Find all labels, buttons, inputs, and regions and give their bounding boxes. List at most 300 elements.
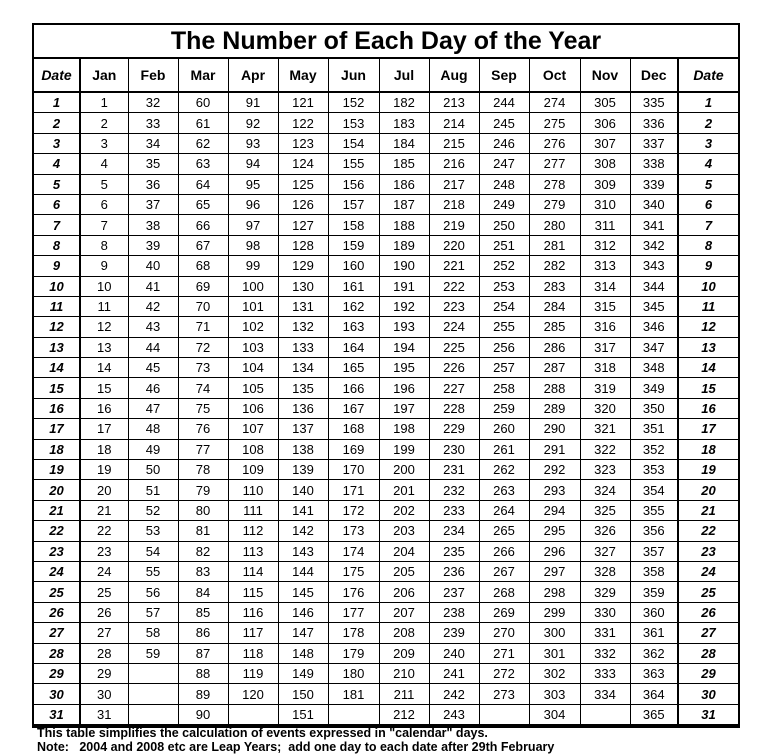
day-number-cell: 248 <box>479 174 529 194</box>
day-number-cell: 78 <box>178 460 228 480</box>
day-number-cell: 20 <box>80 480 128 500</box>
day-number-cell: 340 <box>630 194 678 214</box>
day-number-cell: 285 <box>529 317 580 337</box>
date-cell: 1 <box>678 92 738 113</box>
day-number-cell: 66 <box>178 215 228 235</box>
day-number-cell: 193 <box>379 317 429 337</box>
day-number-cell: 19 <box>80 460 128 480</box>
day-number-cell: 352 <box>630 439 678 459</box>
day-number-cell: 54 <box>128 541 178 561</box>
day-number-cell: 339 <box>630 174 678 194</box>
day-number-cell: 37 <box>128 194 178 214</box>
table-row <box>34 358 738 378</box>
day-number-cell: 47 <box>128 398 178 418</box>
day-number-cell: 121 <box>278 92 328 113</box>
day-number-cell: 238 <box>429 602 479 622</box>
day-number-cell: 9 <box>80 256 128 276</box>
day-number-cell: 157 <box>328 194 379 214</box>
day-number-cell: 294 <box>529 500 580 520</box>
day-number-cell: 343 <box>630 256 678 276</box>
day-number-cell: 64 <box>178 174 228 194</box>
day-number-cell: 43 <box>128 317 178 337</box>
date-cell: 19 <box>678 460 738 480</box>
day-number-cell: 283 <box>529 276 580 296</box>
day-number-cell: 96 <box>228 194 278 214</box>
month-column-header: Jun <box>328 59 379 92</box>
day-number-cell: 139 <box>278 460 328 480</box>
day-number-cell: 100 <box>228 276 278 296</box>
day-number-cell: 253 <box>479 276 529 296</box>
day-number-cell: 60 <box>178 92 228 113</box>
day-number-cell: 218 <box>429 194 479 214</box>
date-cell: 29 <box>34 663 80 683</box>
day-number-cell: 176 <box>328 582 379 602</box>
day-number-cell: 360 <box>630 602 678 622</box>
day-number-cell: 269 <box>479 602 529 622</box>
day-number-cell: 260 <box>479 419 529 439</box>
day-number-cell: 82 <box>178 541 228 561</box>
day-number-cell: 242 <box>429 684 479 704</box>
date-cell: 16 <box>34 398 80 418</box>
day-number-cell: 247 <box>479 154 529 174</box>
day-number-cell: 261 <box>479 439 529 459</box>
date-cell: 27 <box>34 623 80 643</box>
day-number-cell: 361 <box>630 623 678 643</box>
day-number-cell: 236 <box>429 561 479 581</box>
day-number-cell: 112 <box>228 521 278 541</box>
day-number-cell: 62 <box>178 133 228 153</box>
day-number-cell: 137 <box>278 419 328 439</box>
day-number-cell: 278 <box>529 174 580 194</box>
day-number-cell: 36 <box>128 174 178 194</box>
day-number-cell: 224 <box>429 317 479 337</box>
day-number-cell: 234 <box>429 521 479 541</box>
day-number-cell: 46 <box>128 378 178 398</box>
day-number-cell: 81 <box>178 521 228 541</box>
day-number-cell: 50 <box>128 460 178 480</box>
day-number-cell: 334 <box>580 684 630 704</box>
day-number-cell: 185 <box>379 154 429 174</box>
day-number-cell: 267 <box>479 561 529 581</box>
date-cell: 26 <box>34 602 80 622</box>
footnote-line: Note: 2004 and 2008 etc are Leap Years; add one day to each date after 29th February <box>37 740 555 754</box>
day-number-cell: 166 <box>328 378 379 398</box>
day-number-cell: 235 <box>429 541 479 561</box>
day-number-cell: 133 <box>278 337 328 357</box>
day-number-cell: 173 <box>328 521 379 541</box>
table-row <box>34 684 738 704</box>
day-number-cell: 89 <box>178 684 228 704</box>
date-cell: 29 <box>678 663 738 683</box>
day-number-cell: 336 <box>630 113 678 133</box>
date-cell: 16 <box>678 398 738 418</box>
date-cell: 24 <box>34 561 80 581</box>
day-number-cell: 353 <box>630 460 678 480</box>
day-number-cell: 34 <box>128 133 178 153</box>
day-number-cell: 186 <box>379 174 429 194</box>
day-number-cell: 252 <box>479 256 529 276</box>
day-number-cell: 15 <box>80 378 128 398</box>
day-number-cell: 99 <box>228 256 278 276</box>
day-number-cell: 250 <box>479 215 529 235</box>
table-row <box>34 541 738 561</box>
day-number-cell: 58 <box>128 623 178 643</box>
day-number-cell: 356 <box>630 521 678 541</box>
day-number-cell: 310 <box>580 194 630 214</box>
day-number-cell: 324 <box>580 480 630 500</box>
day-number-cell: 243 <box>429 704 479 724</box>
table-row <box>34 296 738 316</box>
day-number-cell: 156 <box>328 174 379 194</box>
day-number-cell <box>128 684 178 704</box>
day-number-cell: 347 <box>630 337 678 357</box>
date-cell: 14 <box>678 358 738 378</box>
day-number-cell: 63 <box>178 154 228 174</box>
day-number-cell: 90 <box>178 704 228 724</box>
day-number-cell: 220 <box>429 235 479 255</box>
day-number-cell: 240 <box>429 643 479 663</box>
day-number-cell: 184 <box>379 133 429 153</box>
table-row <box>34 500 738 520</box>
day-number-cell: 7 <box>80 215 128 235</box>
day-number-cell: 213 <box>429 92 479 113</box>
day-number-cell: 303 <box>529 684 580 704</box>
date-cell: 23 <box>678 541 738 561</box>
day-number-cell: 291 <box>529 439 580 459</box>
date-cell: 8 <box>34 235 80 255</box>
day-number-cell: 28 <box>80 643 128 663</box>
date-cell: 22 <box>34 521 80 541</box>
day-number-cell: 254 <box>479 296 529 316</box>
date-cell: 9 <box>678 256 738 276</box>
day-number-cell: 300 <box>529 623 580 643</box>
table-row <box>34 398 738 418</box>
day-number-cell: 203 <box>379 521 429 541</box>
day-number-cell <box>128 704 178 724</box>
day-number-cell: 314 <box>580 276 630 296</box>
day-number-cell: 311 <box>580 215 630 235</box>
date-column-header: Date <box>34 59 80 92</box>
day-number-cell: 296 <box>529 541 580 561</box>
table-row <box>34 92 738 113</box>
date-cell: 31 <box>678 704 738 724</box>
day-number-cell: 276 <box>529 133 580 153</box>
day-number-cell: 335 <box>630 92 678 113</box>
day-number-cell: 257 <box>479 358 529 378</box>
date-cell: 31 <box>34 704 80 724</box>
date-cell: 10 <box>34 276 80 296</box>
day-number-cell: 258 <box>479 378 529 398</box>
day-number-cell: 1 <box>80 92 128 113</box>
day-number-cell: 101 <box>228 296 278 316</box>
day-number-cell: 84 <box>178 582 228 602</box>
day-number-cell: 53 <box>128 521 178 541</box>
day-number-cell: 325 <box>580 500 630 520</box>
day-number-cell: 104 <box>228 358 278 378</box>
day-number-cell: 22 <box>80 521 128 541</box>
date-cell: 3 <box>678 133 738 153</box>
date-cell: 8 <box>678 235 738 255</box>
day-number-cell: 348 <box>630 358 678 378</box>
day-number-cell: 338 <box>630 154 678 174</box>
day-number-cell: 49 <box>128 439 178 459</box>
day-number-cell: 177 <box>328 602 379 622</box>
table-row <box>34 215 738 235</box>
day-number-cell: 237 <box>429 582 479 602</box>
date-cell: 15 <box>34 378 80 398</box>
day-number-cell: 86 <box>178 623 228 643</box>
footnotes <box>34 725 738 754</box>
date-cell: 18 <box>678 439 738 459</box>
day-number-cell: 56 <box>128 582 178 602</box>
day-number-cell: 172 <box>328 500 379 520</box>
day-number-cell: 79 <box>178 480 228 500</box>
day-number-cell: 35 <box>128 154 178 174</box>
day-number-cell: 299 <box>529 602 580 622</box>
day-number-cell: 219 <box>429 215 479 235</box>
day-number-cell: 23 <box>80 541 128 561</box>
day-number-cell: 256 <box>479 337 529 357</box>
day-number-cell: 345 <box>630 296 678 316</box>
date-cell: 3 <box>34 133 80 153</box>
day-number-cell: 271 <box>479 643 529 663</box>
date-cell: 4 <box>34 154 80 174</box>
date-cell: 22 <box>678 521 738 541</box>
day-number-cell: 21 <box>80 500 128 520</box>
day-number-cell: 363 <box>630 663 678 683</box>
day-number-cell: 293 <box>529 480 580 500</box>
month-column-header: Jan <box>80 59 128 92</box>
day-number-cell: 155 <box>328 154 379 174</box>
day-number-cell: 160 <box>328 256 379 276</box>
day-number-cell: 221 <box>429 256 479 276</box>
date-cell: 21 <box>678 500 738 520</box>
date-cell: 18 <box>34 439 80 459</box>
table-row <box>34 643 738 663</box>
day-number-cell: 282 <box>529 256 580 276</box>
day-number-cell: 211 <box>379 684 429 704</box>
day-number-cell: 223 <box>429 296 479 316</box>
date-cell: 5 <box>678 174 738 194</box>
day-number-cell: 246 <box>479 133 529 153</box>
day-number-cell: 342 <box>630 235 678 255</box>
day-number-cell: 92 <box>228 113 278 133</box>
date-cell: 21 <box>34 500 80 520</box>
day-number-cell: 4 <box>80 154 128 174</box>
day-number-cell: 45 <box>128 358 178 378</box>
date-cell: 5 <box>34 174 80 194</box>
day-number-cell: 117 <box>228 623 278 643</box>
day-number-cell: 181 <box>328 684 379 704</box>
date-cell: 13 <box>678 337 738 357</box>
day-number-cell: 194 <box>379 337 429 357</box>
date-cell: 28 <box>678 643 738 663</box>
day-number-cell: 164 <box>328 337 379 357</box>
date-cell: 15 <box>678 378 738 398</box>
day-number-cell: 322 <box>580 439 630 459</box>
date-cell: 4 <box>678 154 738 174</box>
day-number-cell: 144 <box>278 561 328 581</box>
month-column-header: Apr <box>228 59 278 92</box>
date-cell: 7 <box>678 215 738 235</box>
day-number-cell: 33 <box>128 113 178 133</box>
day-number-cell: 333 <box>580 663 630 683</box>
day-number-cell: 25 <box>80 582 128 602</box>
day-number-cell: 241 <box>429 663 479 683</box>
day-number-cell: 3 <box>80 133 128 153</box>
day-number-cell: 39 <box>128 235 178 255</box>
day-number-cell: 72 <box>178 337 228 357</box>
day-number-cell: 13 <box>80 337 128 357</box>
month-column-header: Oct <box>529 59 580 92</box>
day-number-cell: 195 <box>379 358 429 378</box>
day-number-cell: 55 <box>128 561 178 581</box>
day-number-cell: 301 <box>529 643 580 663</box>
day-number-cell: 231 <box>429 460 479 480</box>
day-number-cell: 329 <box>580 582 630 602</box>
day-number-cell: 201 <box>379 480 429 500</box>
table-row <box>34 460 738 480</box>
day-number-cell: 110 <box>228 480 278 500</box>
day-number-cell: 251 <box>479 235 529 255</box>
day-number-cell: 309 <box>580 174 630 194</box>
day-number-cell: 280 <box>529 215 580 235</box>
day-number-cell: 229 <box>429 419 479 439</box>
day-number-cell: 292 <box>529 460 580 480</box>
day-number-cell: 230 <box>429 439 479 459</box>
date-cell: 2 <box>34 113 80 133</box>
date-cell: 13 <box>34 337 80 357</box>
day-number-cell: 364 <box>630 684 678 704</box>
day-number-cell: 187 <box>379 194 429 214</box>
day-number-cell: 179 <box>328 643 379 663</box>
day-number-cell: 330 <box>580 602 630 622</box>
day-number-cell: 321 <box>580 419 630 439</box>
date-cell: 25 <box>34 582 80 602</box>
date-cell: 17 <box>34 419 80 439</box>
day-number-cell: 38 <box>128 215 178 235</box>
day-number-cell: 304 <box>529 704 580 724</box>
day-number-cell: 167 <box>328 398 379 418</box>
day-number-cell: 313 <box>580 256 630 276</box>
day-number-cell: 188 <box>379 215 429 235</box>
day-number-cell: 80 <box>178 500 228 520</box>
day-number-cell: 48 <box>128 419 178 439</box>
table-row <box>34 113 738 133</box>
date-cell: 11 <box>34 296 80 316</box>
table-row <box>34 337 738 357</box>
day-number-cell: 10 <box>80 276 128 296</box>
day-number-cell: 208 <box>379 623 429 643</box>
day-number-cell: 41 <box>128 276 178 296</box>
date-cell: 25 <box>678 582 738 602</box>
day-number-cell: 29 <box>80 663 128 683</box>
day-number-cell: 120 <box>228 684 278 704</box>
day-number-cell: 124 <box>278 154 328 174</box>
date-cell: 10 <box>678 276 738 296</box>
day-number-cell: 6 <box>80 194 128 214</box>
day-number-cell: 320 <box>580 398 630 418</box>
day-number-cell: 94 <box>228 154 278 174</box>
date-cell: 30 <box>34 684 80 704</box>
day-number-cell: 357 <box>630 541 678 561</box>
day-of-year-table-frame <box>32 23 740 754</box>
day-number-cell: 51 <box>128 480 178 500</box>
date-cell: 26 <box>678 602 738 622</box>
day-number-cell: 115 <box>228 582 278 602</box>
date-cell: 6 <box>678 194 738 214</box>
day-number-cell: 113 <box>228 541 278 561</box>
month-column-header: Mar <box>178 59 228 92</box>
day-number-cell: 40 <box>128 256 178 276</box>
day-number-cell: 182 <box>379 92 429 113</box>
date-cell: 28 <box>34 643 80 663</box>
page-title: The Number of Each Day of the Year <box>34 25 738 59</box>
day-number-cell: 87 <box>178 643 228 663</box>
day-number-cell: 239 <box>429 623 479 643</box>
date-column-header: Date <box>678 59 738 92</box>
day-number-cell: 136 <box>278 398 328 418</box>
date-cell: 19 <box>34 460 80 480</box>
day-number-cell: 264 <box>479 500 529 520</box>
day-number-cell: 210 <box>379 663 429 683</box>
day-number-cell: 262 <box>479 460 529 480</box>
day-number-cell: 134 <box>278 358 328 378</box>
day-number-cell: 232 <box>429 480 479 500</box>
day-number-cell: 69 <box>178 276 228 296</box>
day-number-cell: 295 <box>529 521 580 541</box>
day-number-cell: 227 <box>429 378 479 398</box>
day-number-cell: 174 <box>328 541 379 561</box>
date-cell: 2 <box>678 113 738 133</box>
day-number-cell: 153 <box>328 113 379 133</box>
month-column-header: Jul <box>379 59 429 92</box>
day-number-cell: 244 <box>479 92 529 113</box>
day-number-cell: 341 <box>630 215 678 235</box>
day-number-cell: 111 <box>228 500 278 520</box>
day-number-cell: 42 <box>128 296 178 316</box>
day-number-cell: 142 <box>278 521 328 541</box>
day-number-cell: 197 <box>379 398 429 418</box>
day-number-cell: 14 <box>80 358 128 378</box>
day-number-cell: 123 <box>278 133 328 153</box>
day-number-cell: 279 <box>529 194 580 214</box>
day-number-cell <box>228 704 278 724</box>
day-number-cell: 189 <box>379 235 429 255</box>
day-number-cell: 2 <box>80 113 128 133</box>
day-number-cell: 150 <box>278 684 328 704</box>
day-number-cell: 44 <box>128 337 178 357</box>
day-number-cell: 358 <box>630 561 678 581</box>
date-cell: 20 <box>34 480 80 500</box>
day-number-cell: 126 <box>278 194 328 214</box>
table-row <box>34 439 738 459</box>
table-row <box>34 582 738 602</box>
day-number-cell: 209 <box>379 643 429 663</box>
day-number-cell: 95 <box>228 174 278 194</box>
day-number-cell: 204 <box>379 541 429 561</box>
day-number-cell: 71 <box>178 317 228 337</box>
table-row <box>34 154 738 174</box>
day-number-cell: 128 <box>278 235 328 255</box>
day-number-cell: 70 <box>178 296 228 316</box>
day-number-cell: 16 <box>80 398 128 418</box>
day-number-cell: 74 <box>178 378 228 398</box>
day-number-cell: 287 <box>529 358 580 378</box>
day-number-cell: 161 <box>328 276 379 296</box>
day-number-cell: 162 <box>328 296 379 316</box>
day-number-cell: 255 <box>479 317 529 337</box>
